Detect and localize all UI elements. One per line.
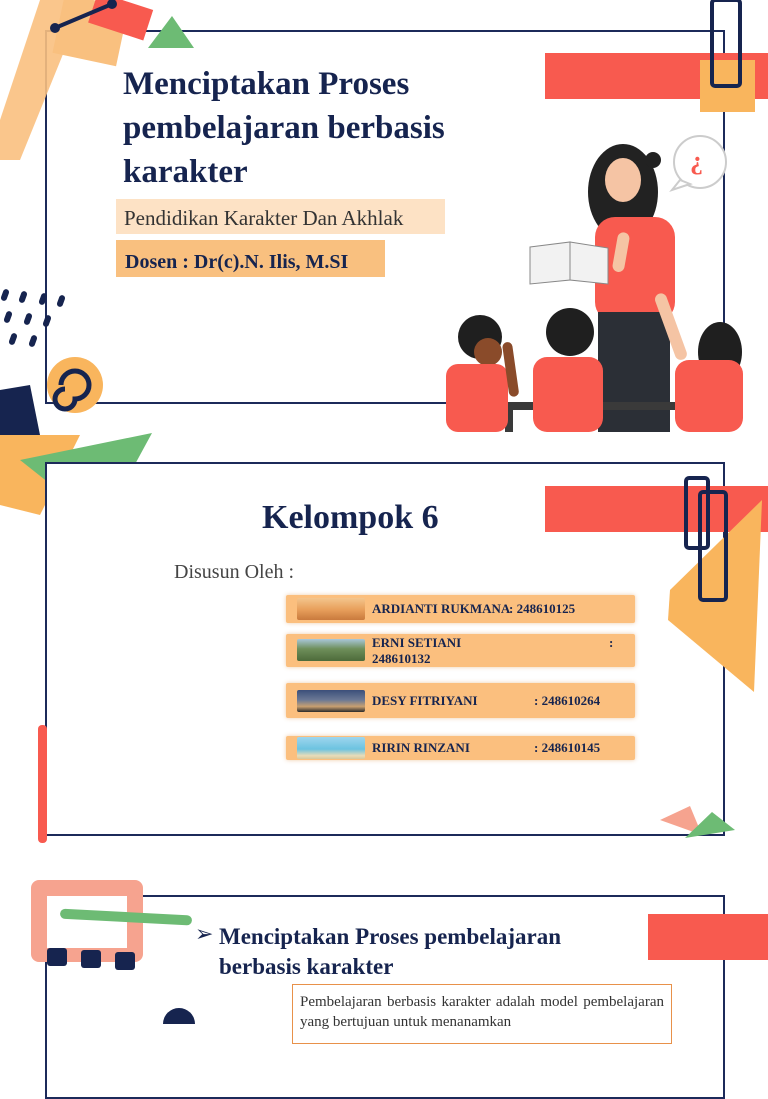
member-name: DESY FITRIYANI <box>372 693 478 708</box>
decorative-shapes-top-right <box>540 0 768 120</box>
member-name: ERNI SETIANI <box>372 635 462 650</box>
bullet-arrow-icon: ➢ <box>195 921 214 946</box>
section-body-text: Pembelajaran berbasis karakter adalah model pembelajaran yang bertujuan untuk menanamkan <box>292 984 672 1044</box>
member-name: ARDIANTI RUKMANA <box>372 601 511 616</box>
compiled-by-label: Disusun Oleh : <box>174 561 294 583</box>
lecturer-label: Dosen : Dr(c).N. Ilis, M.SI <box>116 240 385 277</box>
beach-image <box>297 737 365 759</box>
member-id: : 248610264 <box>534 693 601 708</box>
member-id: : 248610125 <box>509 601 576 616</box>
section-title: Menciptakan Proses pembelajaran berbasis karakter <box>219 924 562 979</box>
desert-image <box>297 598 365 620</box>
landscape-image <box>297 639 365 661</box>
member-name: RIRIN RINZANI <box>372 740 470 755</box>
group-title: Kelompok 6 <box>262 499 439 536</box>
member-id: : <box>609 635 614 650</box>
member-card <box>286 595 635 623</box>
member-id: : 248610145 <box>534 740 601 755</box>
decorative-shapes-bottom-left <box>25 872 205 1024</box>
decorative-shapes-bottom-right <box>648 914 768 964</box>
member-card <box>286 683 635 718</box>
presentation-title: Menciptakan Proses pembelajaran berbasis karakter <box>123 66 445 190</box>
city-image <box>297 690 365 712</box>
member-card <box>286 736 635 760</box>
subject-label: Pendidikan Karakter Dan Akhlak <box>116 199 445 234</box>
question-mark-icon: ¿ <box>690 146 703 175</box>
member-id-continued: 248610132 <box>372 651 431 666</box>
member-card <box>286 634 635 667</box>
